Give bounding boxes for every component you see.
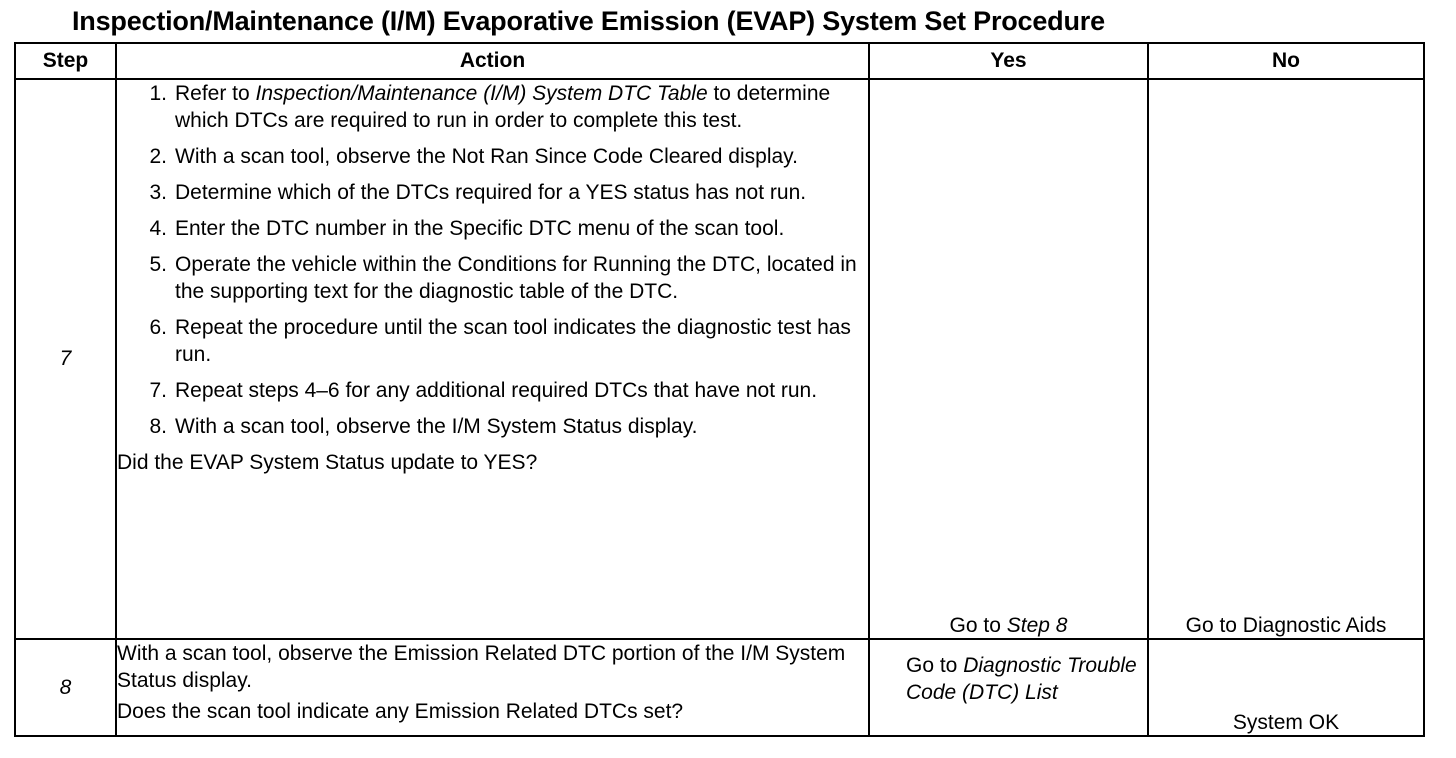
table-row-step-7 xyxy=(15,79,1424,639)
action-list xyxy=(117,80,868,440)
item-text: With a scan tool, observe the Not Ran Since Code Cleared display. xyxy=(175,145,798,168)
list-item xyxy=(117,179,868,206)
item-text-post: to determine which DTCs are required to run in order to complete this test. xyxy=(175,82,831,132)
list-item xyxy=(117,377,868,404)
list-item xyxy=(117,413,868,440)
table-row-step-8 xyxy=(15,639,1424,736)
goto-step-link[interactable]: Step 8 xyxy=(1006,614,1068,637)
item-number: 5. xyxy=(149,253,167,276)
header-action: Action xyxy=(116,43,869,79)
procedure-table xyxy=(14,42,1425,737)
item-text xyxy=(175,80,868,134)
item-text: Enter the DTC number in the Specific DTC menu of the scan tool. xyxy=(175,217,785,240)
action-text: With a scan tool, observe the Emission Related DTC portion of the I/M System Status display. xyxy=(117,642,846,692)
action-cell xyxy=(116,79,869,639)
item-number: 7. xyxy=(149,379,167,402)
system-ok-text: System OK xyxy=(1232,711,1340,734)
header-no: No xyxy=(1148,43,1424,79)
table-reference-link: Inspection/Maintenance (I/M) System DTC Table xyxy=(255,82,708,105)
list-item xyxy=(117,143,868,170)
yes-text: Go to xyxy=(906,654,964,677)
goto-diagnostic-aids-link[interactable]: Go to Diagnostic Aids xyxy=(1185,614,1387,637)
item-text: Repeat the procedure until the scan tool indicates the diagnostic test has run. xyxy=(175,316,851,366)
no-cell xyxy=(1148,79,1424,639)
item-text-pre: Refer to xyxy=(175,82,256,105)
step-question: Does the scan tool indicate any Emission Related DTCs set? xyxy=(117,700,684,723)
step-question: Did the EVAP System Status update to YES? xyxy=(117,451,538,474)
page-title: Inspection/Maintenance (I/M) Evaporative Emission (EVAP) System Set Procedure xyxy=(72,6,1105,36)
header-yes: Yes xyxy=(869,43,1148,79)
item-number: 1. xyxy=(149,82,167,105)
item-text: Operate the vehicle within the Conditions for Running the DTC, located in the supporting text for the diagnostic table of the DTC. xyxy=(175,253,857,303)
list-item xyxy=(117,215,868,242)
item-number: 8. xyxy=(149,415,167,438)
header-step: Step xyxy=(15,43,116,79)
item-text: With a scan tool, observe the I/M System Status display. xyxy=(175,415,698,438)
yes-cell xyxy=(869,79,1148,639)
goto-dtc-list-link[interactable]: Diagnostic Trouble Code (DTC) List xyxy=(906,654,1137,704)
item-number: 3. xyxy=(149,181,167,204)
item-text: Repeat steps 4–6 for any additional required DTCs that have not run. xyxy=(175,379,818,402)
yes-cell xyxy=(869,639,1148,736)
item-number: 4. xyxy=(149,217,167,240)
item-number: 2. xyxy=(149,145,167,168)
item-text: Determine which of the DTCs required for a YES status has not run. xyxy=(175,181,807,204)
no-cell xyxy=(1148,639,1424,736)
list-item xyxy=(117,80,868,134)
table-header-row xyxy=(15,43,1424,79)
yes-text: Go to xyxy=(949,614,1007,637)
list-item xyxy=(117,314,868,368)
step-number: 8 xyxy=(15,639,116,736)
item-number: 6. xyxy=(149,316,167,339)
step-number: 7 xyxy=(15,79,116,639)
list-item xyxy=(117,251,868,305)
action-cell xyxy=(116,639,869,736)
